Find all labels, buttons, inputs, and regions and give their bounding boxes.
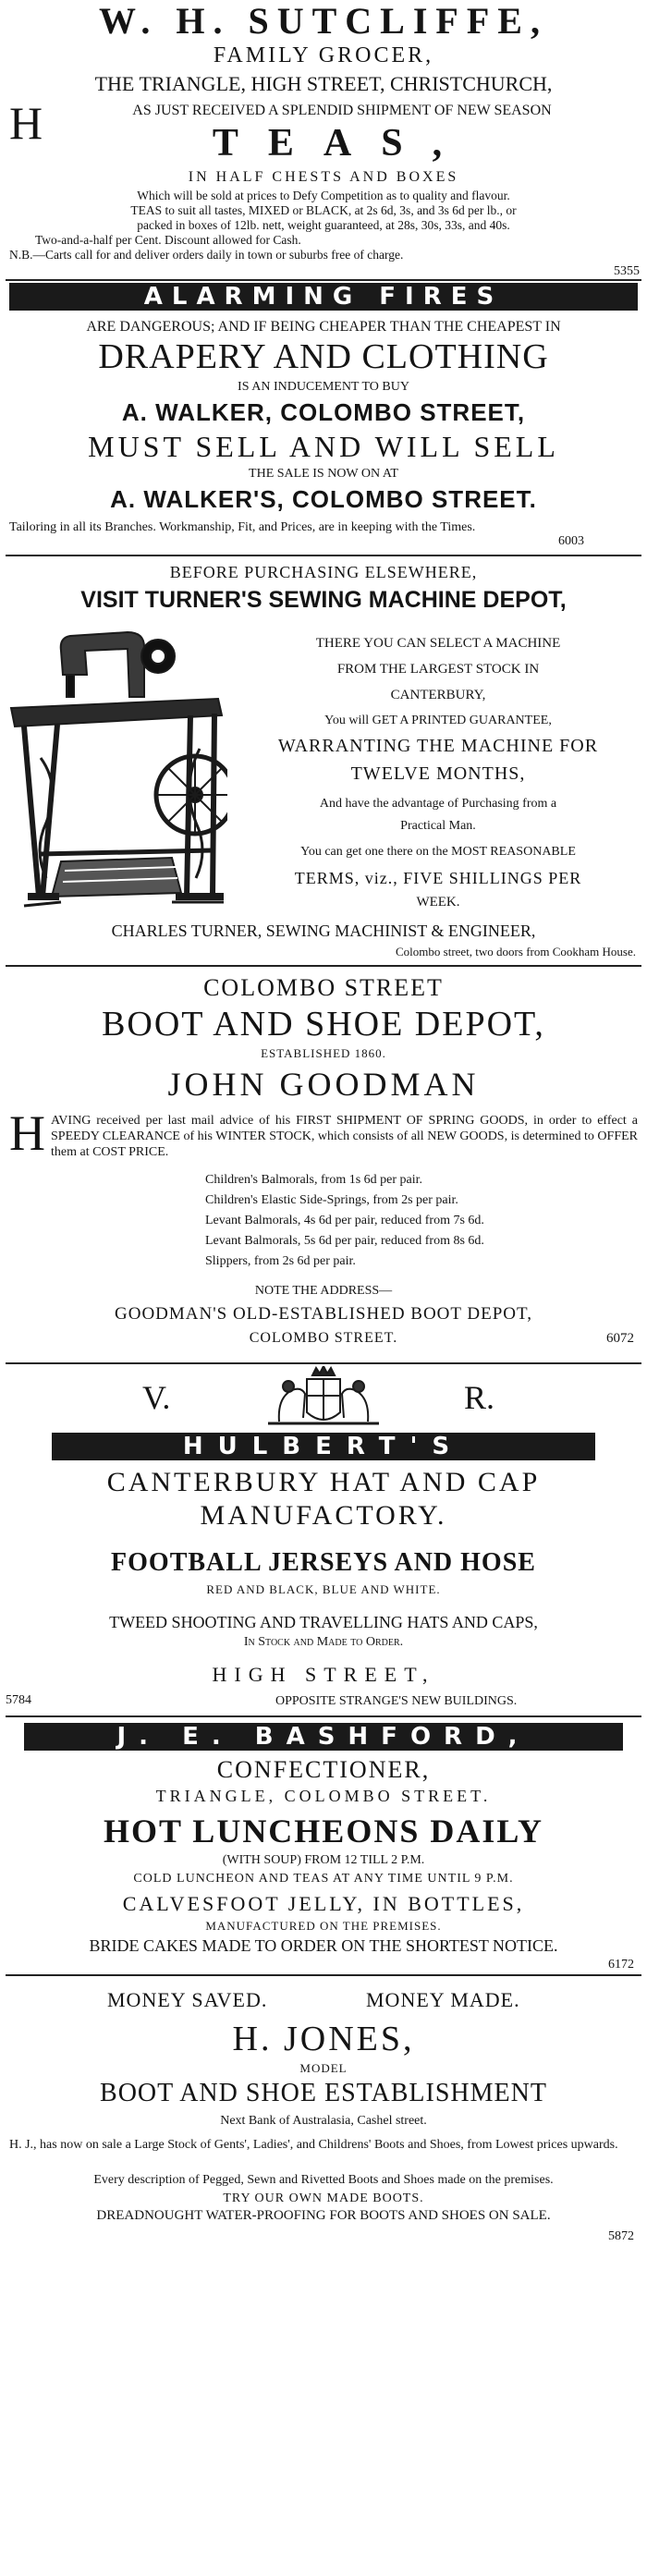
hulbert-colors: RED AND BLACK, BLUE AND WHITE. <box>206 1582 441 1596</box>
goodman-number: 6072 <box>606 1331 634 1346</box>
turner-text1: THERE YOU CAN SELECT A MACHINE <box>315 636 561 651</box>
goodman-address: GOODMAN'S OLD-ESTABLISHED BOOT DEPOT, <box>115 1304 532 1324</box>
hulbert-number: 5784 <box>6 1693 31 1707</box>
walker-name1: A. WALKER, COLOMBO STREET, <box>121 398 526 426</box>
jones-top1: MONEY SAVED. <box>107 1988 268 2011</box>
hulbert-v: V. <box>142 1379 171 1416</box>
sutcliffe-line4: Two-and-a-half per Cent. Discount allowed for Cash. <box>35 233 301 247</box>
hulbert-headline3: FOOTBALL JERSEYS AND HOSE <box>111 1548 536 1577</box>
goodman-top: COLOMBO STREET <box>203 974 444 1001</box>
turner-text2: FROM THE LARGEST STOCK IN <box>336 662 540 677</box>
sutcliffe-line5: N.B.—Carts call for and deliver orders daily in town or suburbs free of charge. <box>9 248 404 262</box>
walker-line3: THE SALE IS NOW ON AT <box>249 467 398 481</box>
hulbert-r: R. <box>464 1379 495 1416</box>
goodman-note: NOTE THE ADDRESS— <box>254 1284 393 1298</box>
turner-proprietor: CHARLES TURNER, SEWING MACHINIST & ENGINEER, <box>111 922 536 940</box>
hulbert-headline1: CANTERBURY HAT AND CAP <box>106 1467 541 1497</box>
jones-line1: TRY OUR OWN MADE BOOTS. <box>223 2191 424 2205</box>
divider <box>6 279 641 281</box>
bashford-number: 6172 <box>608 1958 634 1972</box>
bashford-line1: (WITH SOUP) FROM 12 TILL 2 P.M. <box>222 1853 425 1867</box>
turner-text4: You will GET A PRINTED GUARANTEE, <box>324 714 552 727</box>
turner-address: Colombo street, two doors from Cookham House. <box>396 945 636 958</box>
hulbert-street: HIGH STREET, <box>212 1663 435 1686</box>
goodman-headline: BOOT AND SHOE DEPOT, <box>102 1005 545 1044</box>
walker-headline: DRAPERY AND CLOTHING <box>98 337 549 376</box>
bashford-location: TRIANGLE, COLOMBO STREET. <box>155 1787 492 1805</box>
divider <box>6 965 641 967</box>
walker-line2: IS AN INDUCEMENT TO BUY <box>238 380 409 394</box>
walker-number: 6003 <box>558 534 584 548</box>
turner-text6: TWELVE MONTHS, <box>350 763 526 784</box>
sutcliffe-address: THE TRIANGLE, HIGH STREET, CHRISTCHURCH, <box>94 72 553 95</box>
list-item: Children's Elastic Side-Springs, from 2s per pair. <box>205 1193 458 1207</box>
jones-body1: H. J., has now on sale a Large Stock of Gents', Ladies', and Childrens' Boots and Shoes, from Lowest prices upwards. <box>9 2138 618 2152</box>
turner-text5: WARRANTING THE MACHINE FOR <box>277 736 599 756</box>
walker-line1: ARE DANGEROUS; AND IF BEING CHEAPER THAN THE CHEAPEST IN <box>86 319 561 335</box>
sutcliffe-line3: packed in boxes of 12lb. nett, weight guaranteed, at 28s, 30s, 33s, and 40s. <box>137 218 510 232</box>
bashford-line3: CALVESFOOT JELLY, IN BOTTLES, <box>122 1892 525 1915</box>
sutcliffe-packaging: IN HALF CHESTS AND BOXES <box>188 169 459 185</box>
jones-name: H. JONES, <box>232 2020 415 2058</box>
turner-text9: You can get one there on the MOST REASONABLE <box>300 845 576 859</box>
bashford-trade: CONFECTIONER, <box>216 1756 431 1783</box>
turner-text7: And have the advantage of Purchasing from a <box>319 797 557 811</box>
jones-headline: BOOT AND SHOE ESTABLISHMENT <box>100 2079 547 2107</box>
turner-headline: VISIT TURNER'S SEWING MACHINE DEPOT, <box>80 587 567 613</box>
hulbert-line2: In Stock and Made to Order. <box>243 1635 404 1649</box>
goodman-dropcap: H <box>9 1105 45 1161</box>
divider <box>6 1362 641 1364</box>
sutcliffe-line2: TEAS to suit all tastes, MIXED or BLACK, at 2s 6d, 3s, and 3s 6d per lb., or <box>130 203 517 217</box>
turner-text11: WEEK. <box>416 895 460 910</box>
turner-text3: CANTERBURY, <box>390 688 486 702</box>
walker-footer: Tailoring in all its Branches. Workmanship, Fit, and Prices, are in keeping with the Times. <box>9 520 476 534</box>
list-item: Children's Balmorals, from 1s 6d per pair. <box>205 1173 423 1187</box>
sewing-machine-illustration <box>6 619 227 934</box>
walker-name2: A. WALKER'S, COLOMBO STREET. <box>110 485 537 513</box>
divider <box>6 1715 641 1717</box>
walker-banner: ALARMING FIRES <box>9 283 638 311</box>
jones-top2: MONEY MADE. <box>366 1988 520 2011</box>
sutcliffe-teas: TEAS, <box>212 122 472 165</box>
hulbert-banner: HULBERT'S <box>52 1433 595 1460</box>
jones-number: 5872 <box>608 2229 634 2243</box>
bashford-banner: J. E. BASHFORD, <box>24 1723 623 1751</box>
list-item: Levant Balmorals, 5s 6d per pair, reduced from 8s 6d. <box>205 1234 484 1248</box>
divider <box>6 555 641 556</box>
sutcliffe-name: W. H. SUTCLIFFE, <box>99 0 548 42</box>
bashford-line5: BRIDE CAKES MADE TO ORDER ON THE SHORTEST NOTICE. <box>89 1936 558 1955</box>
jones-address: Next Bank of Australasia, Cashel street. <box>220 2114 427 2128</box>
list-item: Slippers, from 2s 6d per pair. <box>205 1254 356 1268</box>
hulbert-line1: TWEED SHOOTING AND TRAVELLING HATS AND CAPS, <box>109 1613 538 1631</box>
bashford-line4: MANUFACTURED ON THE PREMISES. <box>205 1919 442 1933</box>
goodman-body: AVING received per last mail advice of his FIRST SHIPMENT OF SPRING GOODS, in order to effect a SPEEDY CLEARANCE of his WINTER STOCK, which consists of all NEW GOODS, is determined to OFFER them at COST PRICE. <box>51 1114 638 1159</box>
hulbert-headline2: MANUFACTORY. <box>200 1500 447 1531</box>
newspaper-ad-page <box>6 0 641 2576</box>
goodman-body-block <box>9 1105 638 1161</box>
turner-top: BEFORE PURCHASING ELSEWHERE, <box>169 563 478 581</box>
goodman-street: COLOMBO STREET. <box>249 1330 398 1346</box>
sutcliffe-number: 5355 <box>614 264 640 278</box>
walker-slogan: MUST SELL AND WILL SELL <box>88 430 559 463</box>
sutcliffe-intro: AS JUST RECEIVED A SPLENDID SHIPMENT OF NEW SEASON <box>132 103 552 118</box>
goodman-price-list <box>205 1170 640 1272</box>
divider <box>6 1974 641 1976</box>
bashford-headline: HOT LUNCHEONS DAILY <box>103 1813 544 1850</box>
goodman-established: ESTABLISHED 1860. <box>261 1046 386 1060</box>
sutcliffe-line1: Which will be sold at prices to Defy Competition as to quality and flavour. <box>137 189 510 202</box>
royal-crest-icon <box>261 1366 386 1429</box>
bashford-line2: COLD LUNCHEON AND TEAS AT ANY TIME UNTIL 9 P.M. <box>133 1872 514 1886</box>
hulbert-opposite: OPPOSITE STRANGE'S NEW BUILDINGS. <box>275 1694 518 1708</box>
jones-line2: DREADNOUGHT WATER-PROOFING FOR BOOTS AND SHOES ON SALE. <box>96 2208 551 2223</box>
jones-body2: Every description of Pegged, Sewn and Rivetted Boots and Shoes made on the premises. <box>93 2173 554 2187</box>
list-item: Levant Balmorals, 4s 6d per pair, reduced from 7s 6d. <box>205 1214 484 1227</box>
turner-text10: TERMS, viz., FIVE SHILLINGS PER <box>294 869 582 887</box>
jones-model: MODEL <box>299 2061 348 2075</box>
goodman-name: JOHN GOODMAN <box>167 1066 480 1103</box>
sutcliffe-dropcap: H <box>9 97 43 149</box>
turner-text8: Practical Man. <box>400 819 476 833</box>
sutcliffe-trade: FAMILY GROCER, <box>213 43 434 67</box>
